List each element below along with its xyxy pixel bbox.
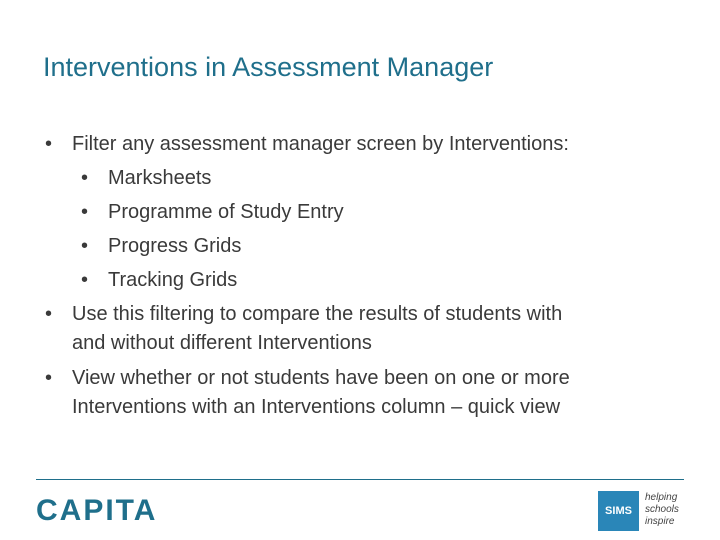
- bullet-continuation: [72, 331, 372, 355]
- slide-title: Interventions in Assessment Manager: [43, 52, 494, 82]
- tagline-line: inspire: [645, 516, 675, 527]
- bullet-item: [45, 132, 569, 156]
- bullet-text: Interventions with an Interventions column – quick view: [72, 396, 561, 418]
- bullet-text: Marksheets: [108, 167, 212, 189]
- bullet-text: Progress Grids: [108, 235, 242, 257]
- bullet-dot: •: [45, 303, 53, 325]
- sub-bullet-item: [81, 200, 344, 224]
- bullet-continuation: [72, 395, 560, 419]
- bullet-dot: •: [81, 269, 89, 291]
- tagline-line: helping: [645, 492, 678, 503]
- bullet-item: [45, 302, 563, 326]
- sims-tagline: [645, 492, 679, 528]
- bullet-dot: •: [45, 133, 53, 155]
- bullet-dot: •: [81, 235, 89, 257]
- bullet-text: and without different Interventions: [72, 332, 372, 354]
- bullet-text: Programme of Study Entry: [108, 201, 344, 223]
- footer-divider: [36, 479, 684, 480]
- bullet-dot: •: [81, 201, 89, 223]
- bullet-dot: •: [45, 367, 53, 389]
- tagline-line: schools: [645, 504, 679, 515]
- bullet-text: View whether or not students have been on one or more: [72, 367, 570, 389]
- bullet-text: Use this filtering to compare the results of students with: [72, 303, 563, 325]
- bullet-text: Filter any assessment manager screen by Interventions:: [72, 133, 569, 155]
- sub-bullet-item: [81, 166, 212, 190]
- capita-logo: CAPITA: [36, 494, 158, 527]
- bullet-item: [45, 366, 570, 390]
- sub-bullet-item: [81, 268, 238, 292]
- bullet-dot: •: [81, 167, 89, 189]
- sims-logo: SIMS: [598, 491, 639, 531]
- bullet-text: Tracking Grids: [108, 269, 238, 291]
- sub-bullet-item: [81, 234, 242, 258]
